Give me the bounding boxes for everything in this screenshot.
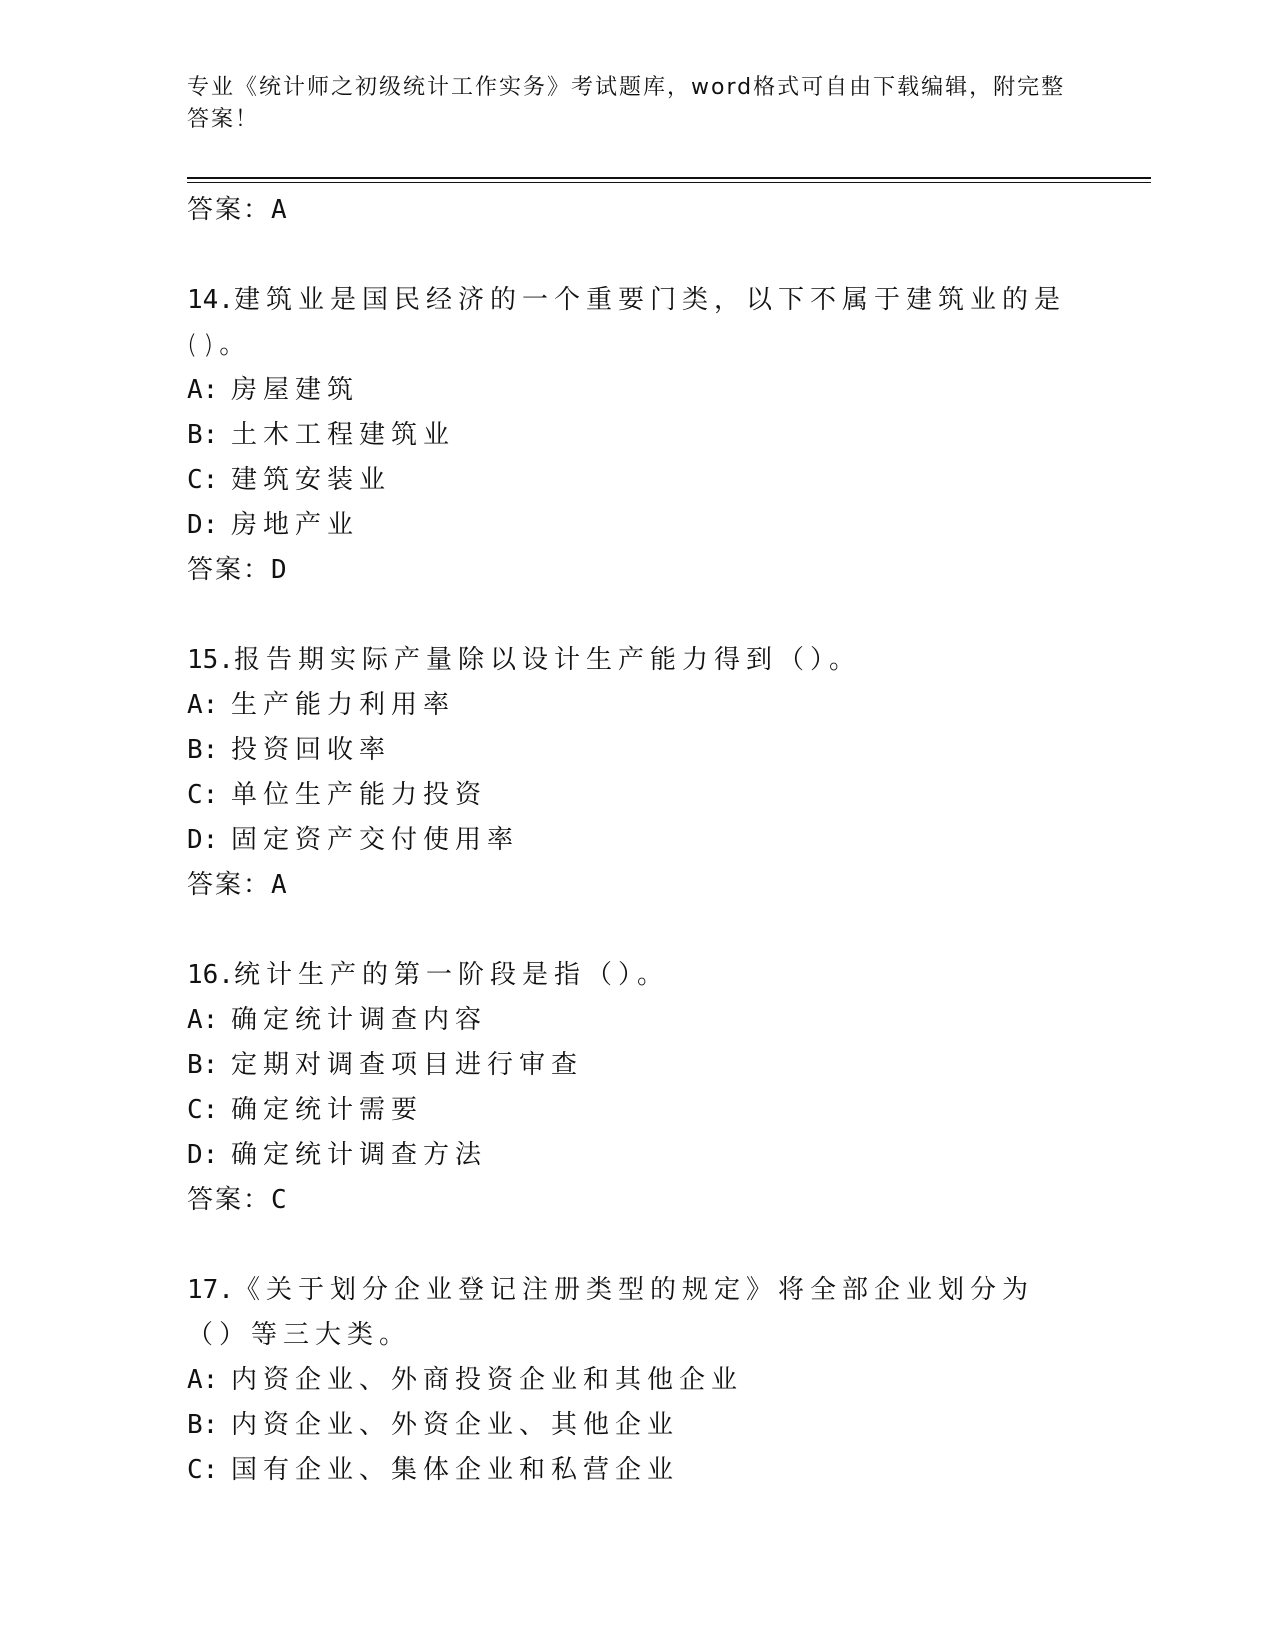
option-a: A: 确定统计调查内容 xyxy=(187,1005,488,1035)
option-d: D: 房地产业 xyxy=(187,510,360,540)
option-b: B: 投资回收率 xyxy=(187,735,392,765)
option-b: B: 定期对调查项目进行审查 xyxy=(187,1050,584,1080)
question-text: 建筑业是国民经济的一个重要门类，以下不属于建筑业的是()。 xyxy=(187,285,1066,360)
document-header: 专业《统计师之初级统计工作实务》考试题库，word格式可自由下载编辑，附完整答案！ xyxy=(187,75,1066,132)
question-14 xyxy=(187,278,1087,368)
option-a: A: 生产能力利用率 xyxy=(187,690,456,720)
answer-14: 答案：D xyxy=(187,555,289,585)
option-a: A: 内资企业、外商投资企业和其他企业 xyxy=(187,1365,744,1395)
answer-16: 答案：C xyxy=(187,1185,289,1215)
question-number: 14. xyxy=(187,285,234,315)
question-17 xyxy=(187,1268,1047,1358)
question-16 xyxy=(187,953,1087,998)
answer-value: D xyxy=(271,555,289,585)
answer-value: A xyxy=(271,195,289,225)
option-d: D: 固定资产交付使用率 xyxy=(187,825,520,855)
option-c: C: 建筑安装业 xyxy=(187,465,392,495)
option-d: D: 确定统计调查方法 xyxy=(187,1140,488,1170)
option-c: C: 国有企业、集体企业和私营企业 xyxy=(187,1455,680,1485)
question-text: 《关于划分企业登记注册类型的规定》将全部企业划分为（）等三大类。 xyxy=(187,1275,1034,1350)
option-c: C: 确定统计需要 xyxy=(187,1095,424,1125)
question-text: 统计生产的第一阶段是指（）。 xyxy=(233,960,669,990)
header-divider-thick xyxy=(187,177,1151,179)
header-divider-thin xyxy=(187,182,1151,183)
answer-13: 答案：A xyxy=(187,195,289,225)
question-15 xyxy=(187,638,1087,683)
option-b: B: 内资企业、外资企业、其他企业 xyxy=(187,1410,680,1440)
question-number: 15. xyxy=(187,645,234,675)
option-b: B: 土木工程建筑业 xyxy=(187,420,456,450)
answer-15: 答案：A xyxy=(187,870,289,900)
question-list xyxy=(187,188,1087,1493)
question-number: 16. xyxy=(187,960,234,990)
option-c: C: 单位生产能力投资 xyxy=(187,780,488,810)
answer-value: A xyxy=(271,870,289,900)
question-text: 报告期实际产量除以设计生产能力得到（）。 xyxy=(233,645,861,675)
answer-value: C xyxy=(271,1185,289,1215)
option-a: A: 房屋建筑 xyxy=(187,375,360,405)
question-number: 17. xyxy=(187,1275,234,1305)
